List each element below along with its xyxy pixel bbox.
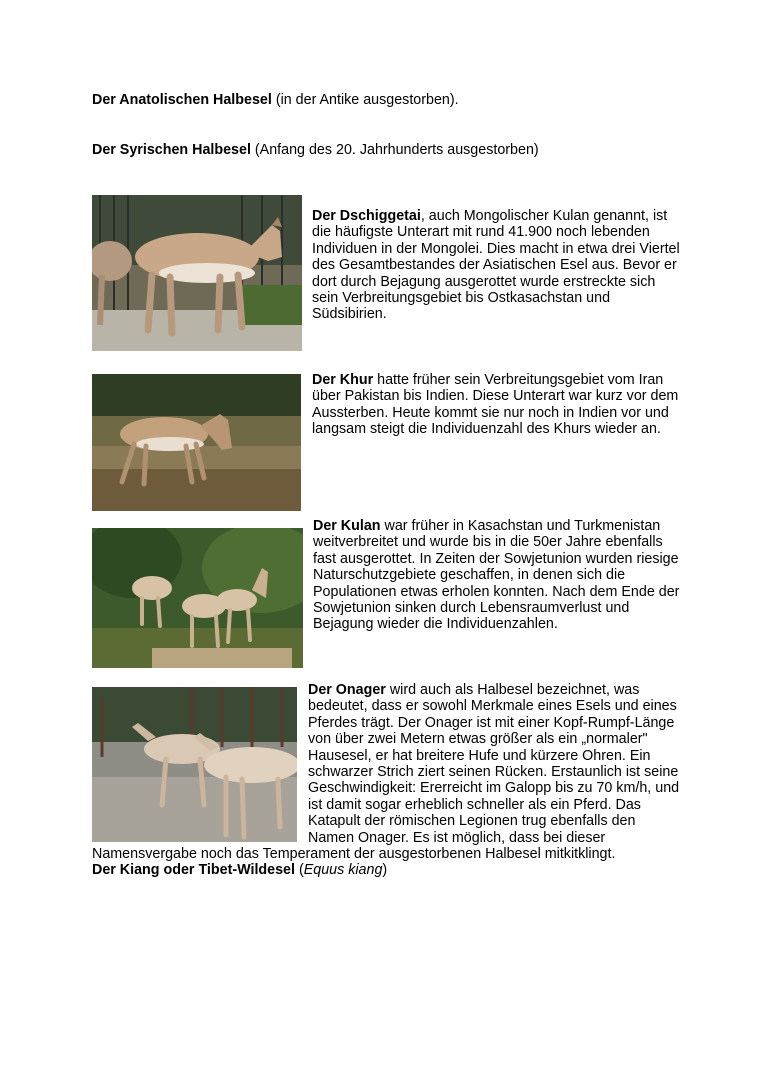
khur-photo: [92, 374, 301, 511]
text-line: Populationen etwas erholen konnten. Nach dem Ende der: [313, 583, 680, 600]
entry-khur: [312, 372, 678, 438]
entry-onager-last-line: Namensvergabe noch das Temperament der ausgestorbenen Halbesel mitkitklingt.: [92, 846, 616, 862]
entry-kiang-latin: Equus kiang: [303, 862, 383, 878]
text-line: Bejagung wieder die Individuenzahlen.: [313, 616, 558, 633]
entry-anatolian: [92, 92, 459, 108]
text-line: schwarzer Strich ziert seinen Rücken. Erstaunlich ist seine: [308, 764, 679, 781]
kulan-photo: [92, 528, 303, 668]
text-line: Südsibirien.: [312, 306, 387, 323]
entry-kulan-name: Der Kulan: [313, 518, 381, 534]
dschiggetai-photo: [92, 195, 302, 351]
text-line: des Gesamtbestandes der Asiatischen Esel aus. Bevor er: [312, 257, 677, 274]
text-line: Naturschutzgebiete geschaffen, in denen sich die: [313, 567, 626, 584]
entry-syrian-name: Der Syrischen Halbesel: [92, 142, 251, 158]
paren-close: ): [382, 862, 388, 878]
text-line: über Pakistan bis Indien. Diese Unterart war kurz vor dem: [312, 388, 679, 405]
text-line: bedeutet, dass er sowohl Merkmale eines Esels und eines: [308, 698, 677, 715]
text-line: die häufigste Unterart mit rund 41.900 noch lebenden: [312, 224, 650, 241]
text-line: Geschwindigkeit: Ererreicht im Galopp bis zu 70 km/h, und: [308, 780, 680, 797]
text-line: Pferdes trägt. Der Onager ist mit einer Kopf-Rumpf-Länge: [308, 714, 675, 731]
text-line: weitverbreitet und wurde bis in die 50er Jahre ebenfalls: [313, 534, 663, 551]
text-line: dort durch Bejagung ausgerottet wurde erstreckte sich: [312, 273, 656, 290]
text-line: ist damit sogar erheblich schneller als ein Pferd. Das: [308, 796, 641, 813]
text-line: Individuen in der Mongolei. Dies macht in etwa drei Viertel: [312, 240, 680, 257]
entry-syrian: [92, 142, 539, 158]
paren-open: (: [294, 862, 304, 878]
text-line: wird auch als Halbesel bezeichnet, was: [385, 682, 640, 698]
entry-dschiggetai: [312, 208, 680, 323]
text-line: Hausesel, er hat breitere Hufe und kürzere Ohren. Ein: [308, 747, 651, 764]
text-line: von über zwei Metern etwas größer als ein „normaler": [308, 731, 648, 748]
text-line: sein Verbreitungsgebiet bis Ostkasachstan und: [312, 290, 611, 307]
text-line: Sowjetunion sinken durch Lebensraumverlust und: [313, 600, 630, 617]
text-line: Katapult der römischen Legionen trug ebenfalls den: [308, 813, 636, 830]
entry-onager: [308, 682, 679, 846]
text-line: Aussterben. Heute kommt sie nur noch in Indien vor und: [312, 404, 669, 421]
onager-photo: [92, 687, 297, 842]
text-line: Namen Onager. Es ist möglich, dass bei dieser: [308, 829, 606, 846]
entry-anatolian-name: Der Anatolischen Halbesel: [92, 92, 272, 108]
entry-khur-name: Der Khur: [312, 372, 374, 388]
text-line: hatte früher sein Verbreitungsgebiet vom Iran: [373, 372, 664, 388]
entry-anatolian-note: (in der Antike ausgestorben).: [275, 92, 459, 108]
entry-syrian-note: (Anfang des 20. Jahrhunderts ausgestorben): [254, 142, 539, 158]
entry-kulan: [313, 518, 679, 633]
entry-onager-name: Der Onager: [308, 682, 386, 698]
entry-kiang: [92, 862, 387, 878]
text-line: war früher in Kasachstan und Turkmenistan: [380, 518, 661, 534]
text-line: langsam steigt die Individuenzahl des Khurs wieder an.: [312, 421, 661, 438]
entry-dschiggetai-name: Der Dschiggetai: [312, 208, 421, 224]
text-line: , auch Mongolischer Kulan genannt, ist: [420, 208, 668, 224]
text-line: fast ausgerottet. In Zeiten der Sowjetunion wurden riesige: [313, 550, 679, 567]
entry-kiang-name: Der Kiang oder Tibet-Wildesel: [92, 862, 295, 878]
